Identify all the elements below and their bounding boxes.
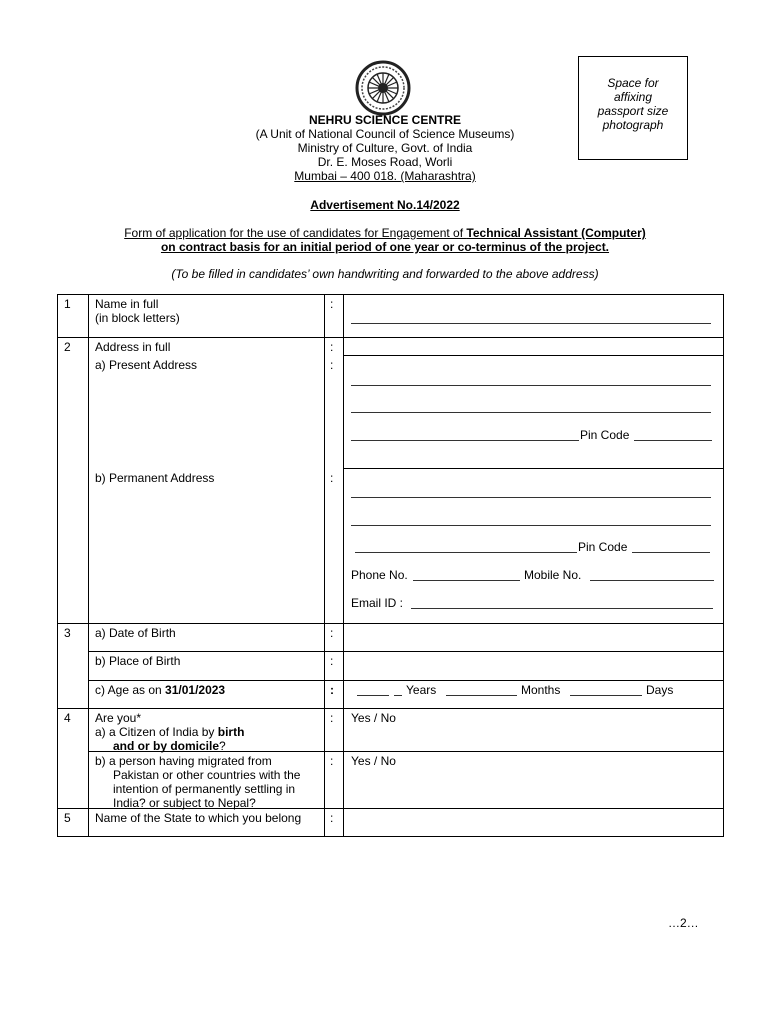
address-label: Address in full (95, 340, 171, 354)
migrated-label-line2: Pakistan or other countries with the (113, 768, 301, 782)
permanent-address-line-1[interactable] (351, 497, 711, 499)
colon: : (330, 711, 334, 725)
instruction-text: (To be filled in candidates’ own handwriting and forwarded to the above address) (171, 267, 599, 281)
colon: : (330, 297, 334, 311)
row-number: 2 (64, 340, 71, 354)
mobile-input-line[interactable] (590, 580, 714, 582)
citizen-label-prefix: a) a Citizen of India by (95, 725, 218, 739)
form-title-post: Technical Assistant (Computer) (466, 226, 646, 240)
form-title-line2 (60, 240, 710, 254)
migrated-label-line1: b) a person having migrated from (95, 754, 272, 768)
page-number: …2… (668, 916, 699, 930)
permanent-address-label: b) Permanent Address (95, 471, 215, 485)
name-sublabel: (in block letters) (95, 311, 180, 325)
age-date: 31/01/2023 (165, 683, 226, 697)
state-input[interactable] (344, 809, 723, 836)
present-address-line-3[interactable] (351, 440, 579, 442)
months-label: Months (521, 683, 561, 697)
row-number: 4 (64, 711, 71, 725)
permanent-pin-label: Pin Code (578, 540, 628, 554)
age-label-prefix: c) Age as on (95, 683, 166, 697)
citizen-question-mark: ? (219, 739, 226, 753)
citizen-yes-no[interactable]: Yes / No (351, 711, 396, 725)
org-unit: (A Unit of National Council of Science Museums) (255, 127, 515, 141)
colon: : (330, 683, 334, 697)
citizen-domicile: and or by domicile (113, 739, 220, 753)
days-label: Days (646, 683, 674, 697)
citizen-birth: birth (217, 725, 245, 739)
phone-input-line[interactable] (413, 580, 520, 582)
present-address-line-2[interactable] (351, 412, 711, 414)
age-label (95, 683, 225, 697)
colon: : (330, 471, 334, 485)
photo-box (578, 56, 688, 160)
org-city-text: Mumbai – 400 018. (Maharashtra) (294, 169, 476, 183)
row-number: 3 (64, 626, 71, 640)
colon: : (330, 340, 334, 354)
photo-box-line: affixing (613, 90, 653, 104)
row-number: 1 (64, 297, 71, 311)
form-title (60, 226, 710, 240)
colon: : (330, 626, 334, 640)
migrated-label-line3: intention of permanently settling in (113, 782, 296, 796)
org-road: Dr. E. Moses Road, Worli (317, 155, 453, 169)
migrated-yes-no[interactable]: Yes / No (351, 754, 396, 768)
org-city (200, 169, 570, 183)
photo-box-line: photograph (602, 118, 664, 132)
photo-box-line: passport size (597, 104, 669, 118)
age-years-input-line-2[interactable] (394, 695, 402, 697)
row-number: 5 (64, 811, 71, 825)
form-title-prefix: Form of application for the use of candidates for Engagement of (124, 226, 467, 240)
years-label: Years (406, 683, 437, 697)
advertisement-number (200, 198, 570, 212)
state-label: Name of the State to which you belong (95, 811, 302, 825)
phone-label: Phone No. (351, 568, 408, 582)
permanent-address-line-2[interactable] (351, 525, 711, 527)
present-pin-label: Pin Code (580, 428, 630, 442)
present-address-line-1[interactable] (351, 385, 711, 387)
migrated-label-line4: India? or subject to Nepal? (113, 796, 256, 810)
advertisement-text: Advertisement No.14/2022 (310, 198, 460, 212)
name-label: Name in full (95, 297, 159, 311)
citizen-label-line2 (113, 739, 226, 753)
email-input-line[interactable] (411, 608, 713, 610)
age-days-input-line[interactable] (570, 695, 642, 697)
dob-label: a) Date of Birth (95, 626, 176, 640)
present-address-label: a) Present Address (95, 358, 198, 372)
form-title-line2-text: on contract basis for an initial period of one year or co-terminus of the project. (160, 240, 610, 254)
email-label: Email ID : (351, 596, 404, 610)
pob-label: b) Place of Birth (95, 654, 181, 668)
age-months-input-line[interactable] (446, 695, 517, 697)
colon: : (330, 654, 334, 668)
org-ministry: Ministry of Culture, Govt. of India (297, 141, 473, 155)
present-pin-input-line[interactable] (634, 440, 712, 442)
age-years-input-line[interactable] (357, 695, 389, 697)
colon: : (330, 754, 334, 768)
colon: : (330, 358, 334, 372)
name-input-line[interactable] (351, 323, 711, 325)
org-name: NEHRU SCIENCE CENTRE (308, 113, 461, 127)
photo-box-line: Space for (607, 76, 659, 90)
permanent-address-line-3[interactable] (355, 552, 577, 554)
permanent-pin-input-line[interactable] (632, 552, 710, 554)
ncsm-emblem-logo (355, 60, 411, 116)
are-you-label: Are you* (95, 711, 142, 725)
citizen-label (95, 725, 244, 739)
colon: : (330, 811, 334, 825)
mobile-label: Mobile No. (524, 568, 582, 582)
